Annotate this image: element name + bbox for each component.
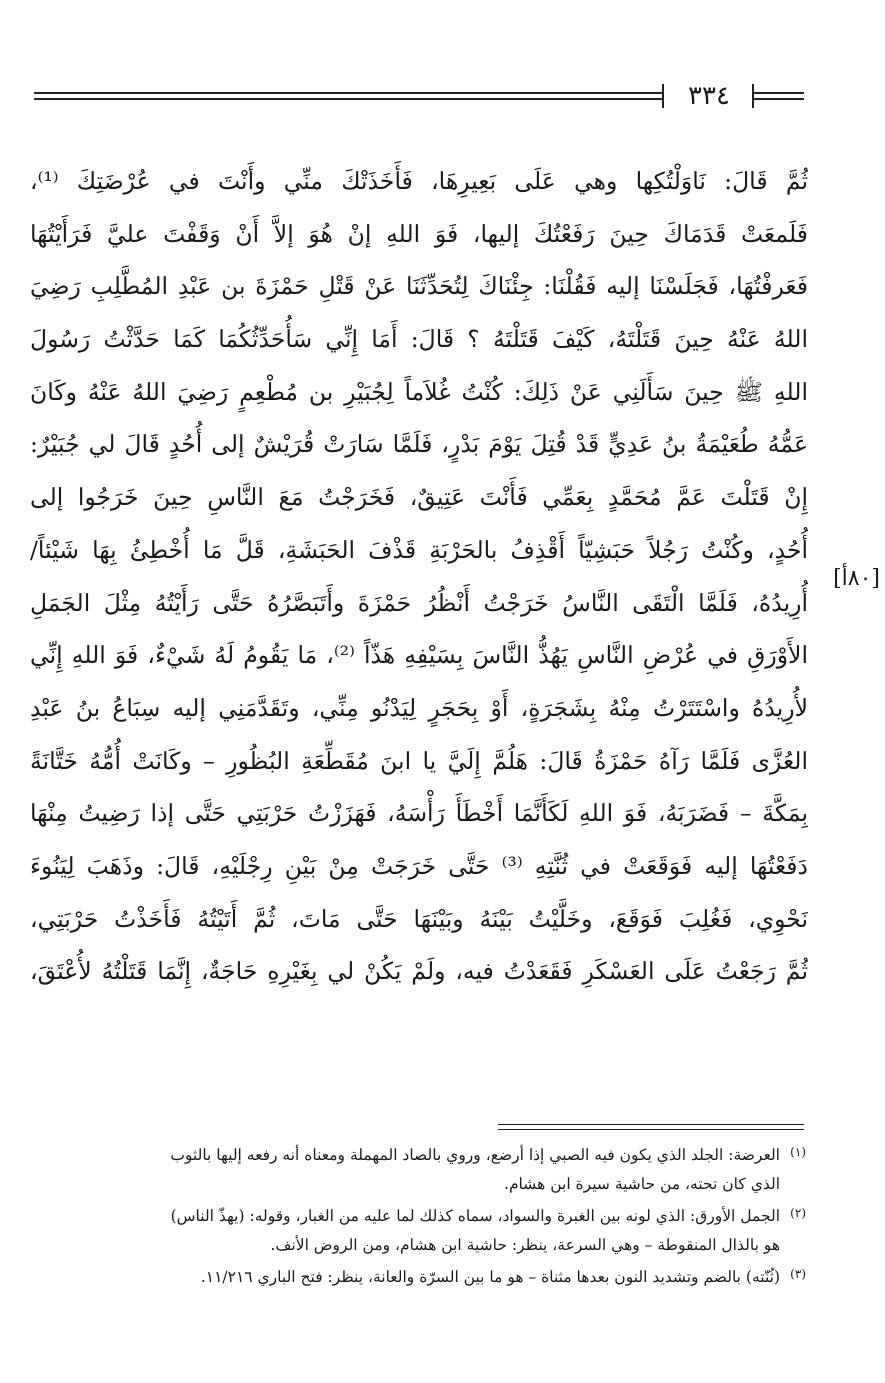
text-line: ثُمَّ رَجَعْتُ عَلَى العَسْكَرِ فَقَعَدْتُ فيه، ولَمْ يَكُنْ لي بِغَيْرِهِ حَاجَةٌ، إِنَّمَا قَتَلْتُهُ لأُعْتَقَ، (30, 957, 808, 986)
text-line: أُحُدٍ، وكُنْتُ رَجُلاً حَبَشِيّاً أَقْذِفُ بالحَرْبَةِ قَذْفَ الحَبَشَةِ، قَلَّ مَا أُخْطِئُ بِهَا شَيْئاً/ (30, 535, 808, 564)
text-line: أُرِيدُهُ، فَلَمَّا الْتَقَى النَّاسُ خَرَجْتُ أَنْظُرُ حَمْزَةَ وأَتَبَصَّرُهُ حَتَّى رَأَيْتُهُ مِثْلَ الجَمَلِ (30, 588, 808, 617)
text-line: لأُرِيدُهُ واسْتَتَرْتُ مِنْهُ بِشَجَرَةٍ، أَوْ بِحَجَرٍ لِيَدْنُو مِنِّي، وتَقَدَّمَنِي إليه سِبَاعُ بنُ عَبْدِ (30, 693, 808, 722)
text-line: ثُمَّ قَالَ: نَاوَلْتُكِها وهي عَلَى بَعِيرِهَا، فَأَخَذَتْكَ منِّي وأَنْتَ في عُرْضَتِكَ ⁽¹⁾، (30, 167, 808, 195)
footnote-marker: (٢) (790, 1206, 806, 1220)
footnote-separator (498, 1124, 804, 1130)
text-line: اللهُ عَنْهُ حِينَ قَتَلْتَهُ، كَيْفَ قَتَلْتَهُ ؟ قَالَ: أَمَا إِنِّي سَأُحَدِّثُكُمَا كَمَا حَدَّثْتُ رَسُولَ (30, 325, 808, 354)
header-bar-left (662, 84, 664, 108)
footnote-text-continuation: هو بالذال المنقوطة – وهي السرعة، ينظر: حاشية ابن هشام، ومن الروض الأنف. (270, 1236, 780, 1254)
footnote (34, 1199, 806, 1260)
header-double-rule-left (34, 92, 662, 100)
text-line: بِمَكَّةَ – فَضَرَبَهُ، فَوَ اللهِ لَكَأَنَّمَا أَخْطَأَ رَأْسَهُ، فَهَزَزْتُ حَرْبَتِي حَتَّى إذا رَضِيتُ مِنْهَا (30, 799, 808, 828)
text-line: فَعَرفْتُهَا، فَجَلَسْنَا إليه فَقُلْنَا: جِئْنَاكَ لِتُحَدِّثَنَا عَنْ قَتْلِ حَمْزَةَ بن عَبْدِ المُطَّلِبِ رَضِيَ (30, 272, 808, 301)
footnote-text: الجمل الأورق: الذي لونه بين الغبرة والسواد، سماه كذلك لما عليه من الغبار، وقوله: (يهذّ الناس) (170, 1207, 780, 1225)
footnote-marker: (١) (790, 1145, 806, 1159)
footnote (34, 1138, 806, 1199)
header-double-rule-right (754, 92, 804, 100)
manuscript-folio-note: [٨٠أ] (833, 566, 880, 591)
footnote-text-continuation: الذي كان تحته، من حاشية سيرة ابن هشام. (504, 1175, 780, 1193)
footnote-text: (ثُنّته) بالضم وتشديد النون بعدها مثناة – هو ما بين السرّة والعانة، ينظر: فتح الباري ١١/٢١٦. (200, 1268, 780, 1286)
page-number: ٣٣٤ (688, 81, 730, 111)
text-line: الأَوْرَقِ في عُرْضِ النَّاسِ يَهُذُّ النَّاسَ بِسَيْفِهِ هَذّاً ⁽²⁾، مَا يَقُومُ لَهُ شَيْءٌ، فَوَ اللهِ إِنِّي (30, 641, 808, 670)
text-line: فَلَمعَتْ قَدَمَاكَ حِينَ رَفَعْتُكَ إليها، فَوَ اللهِ إنْ هُوَ إلاَّ أَنْ وَقَفْتَ عليَّ فَرَأَيْتُهَا (30, 219, 808, 248)
text-line: عَمُّهُ طُعَيْمَةُ بنُ عَدِيٍّ قَدْ قُتِلَ يَوْمَ بَدْرٍ، فَلَمَّا سَارَتْ قُرَيْشٌ إلى أُحُدٍ قَالَ لي جُبَيْرٌ: (30, 430, 808, 459)
footnote-marker: (٣) (790, 1267, 806, 1281)
text-line: إِنْ قَتَلْتَ عَمَّ مُحَمَّدٍ بِعَمِّي فَأَنْتَ عَتِيقٌ، فَخَرَجْتُ مَعَ النَّاسِ حِينَ خَرَجُوا إلى (30, 483, 808, 512)
page-header (34, 82, 804, 112)
text-line: نَحْوِي، فَغُلِبَ فَوَقَعَ، وخَلَّيْتُ بَيْنَهُ وبَيْنَهَا حَتَّى مَاتَ، ثُمَّ أَتَيْتُهُ فَأَخَذْتُ حَرْبَتِي، (30, 904, 808, 933)
main-text-block (30, 155, 808, 998)
text-line: دَفَعْتُهَا إليه فَوَقَعَتْ في ثُنَّتِهِ ⁽³⁾ حَتَّى خَرَجَتْ مِنْ بَيْنِ رِجْلَيْهِ، قَالَ: وذَهَبَ لِيَنُوءَ (30, 851, 808, 880)
text-line: العُزَّى فَلَمَّا رَآهُ حَمْزَةُ قَالَ: هَلُمَّ إِلَيَّ يا ابنَ مُقَطِّعَةِ البُظُورِ – وكَانَتْ أُمُّهُ خَتَّانَةً (30, 746, 808, 775)
footnotes-block (34, 1138, 806, 1292)
text-line: اللهِ ﷺ حِينَ سَأَلَنِي عَنْ ذَلِكَ: كُنْتُ غُلاَماً لِجُبَيْرِ بن مُطْعِمٍ رَضِيَ اللهُ عَنْهُ وكَانَ (30, 377, 808, 406)
footnote (34, 1260, 806, 1292)
footnote-text: العرضة: الجلد الذي يكون فيه الصبي إذا أرضع، وروي بالصاد المهملة ومعناه أنه رفعه إليها بالثوب (170, 1146, 780, 1164)
